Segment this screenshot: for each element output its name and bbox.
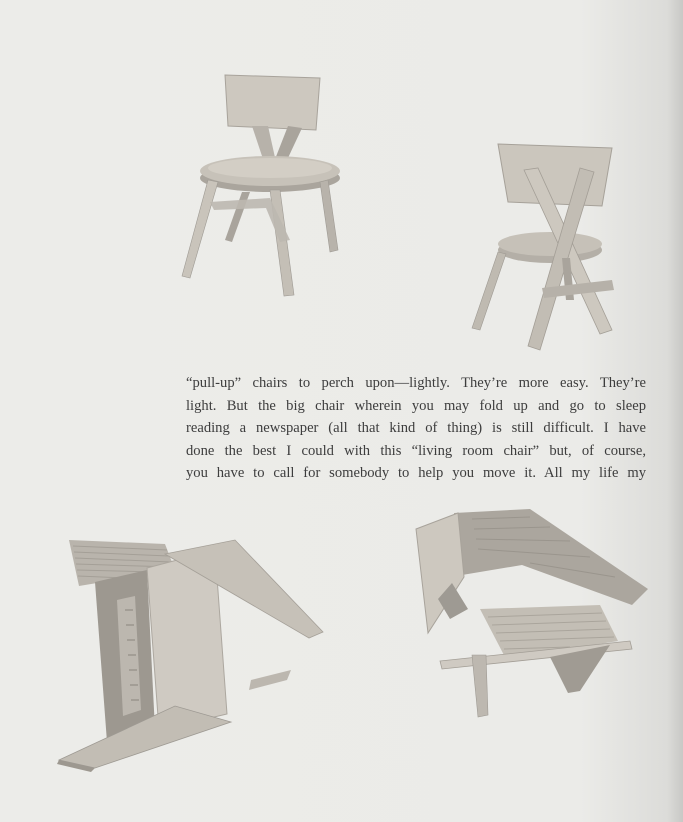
body-line-1: “pull-up” chairs to perch upon—lightly. They’re more easy. They’re [186, 375, 646, 391]
body-paragraph [186, 372, 646, 485]
chair-front-photo [170, 70, 340, 305]
body-line-3: reading a newspaper (all that kind of thing) is still difficult. I have [186, 420, 646, 436]
body-line-2: light. But the big chair wherein you may fold up and go to sleep [186, 397, 646, 414]
chair-rear-photo [462, 140, 632, 365]
living-room-chair-front-photo [410, 505, 650, 720]
living-room-chair-side-illustration [55, 530, 330, 775]
body-line-4: done the best I could with this “living room chair” but, of course, [186, 442, 646, 459]
body-line-5: you have to call for somebody to help you move it. All my life my [186, 465, 646, 481]
living-room-chair-side-photo [55, 530, 330, 775]
chair-rear-illustration [462, 140, 632, 365]
chair-front-illustration [170, 70, 340, 305]
living-room-chair-front-illustration [410, 505, 650, 720]
page-gutter-shadow [667, 0, 683, 822]
